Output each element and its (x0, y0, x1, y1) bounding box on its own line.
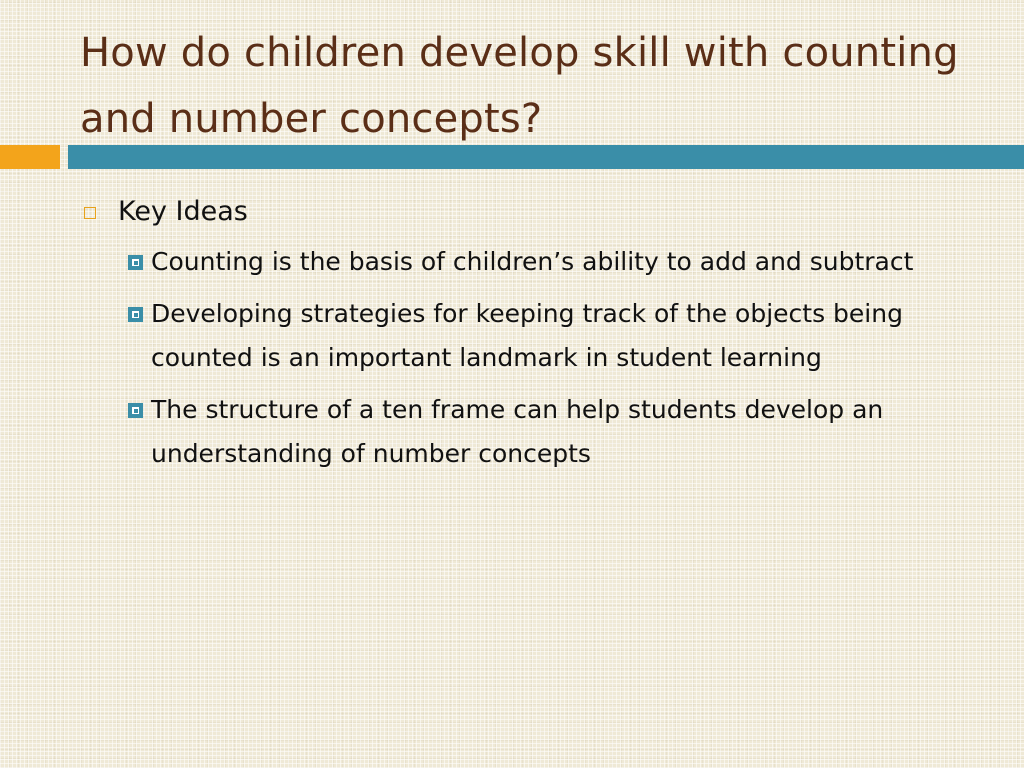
bullet-text: Key Ideas (118, 196, 248, 227)
filled-square-bullet-icon (128, 307, 143, 322)
slide-content (80, 192, 980, 484)
sub-bullet-text: Counting is the basis of children’s ability to add and subtract (151, 247, 914, 276)
filled-square-bullet-icon (128, 403, 143, 418)
key-ideas-sub-list (128, 240, 980, 476)
sub-bullet-counting (128, 240, 980, 284)
accent-bar-orange (0, 145, 60, 169)
sub-bullet-strategies (128, 292, 980, 380)
open-square-bullet-icon (84, 207, 96, 219)
sub-bullet-text: Developing strategies for keeping track of the objects being counted is an important landmark in student learning (151, 299, 903, 372)
filled-square-bullet-icon (128, 255, 143, 270)
sub-bullet-text: The structure of a ten frame can help students develop an understanding of number concepts (151, 395, 884, 468)
sub-bullet-ten-frame (128, 388, 980, 476)
accent-bar-teal (68, 145, 1024, 169)
bullet-key-ideas (80, 192, 980, 232)
slide-title: How do children develop skill with counting and number concepts? (80, 30, 959, 142)
